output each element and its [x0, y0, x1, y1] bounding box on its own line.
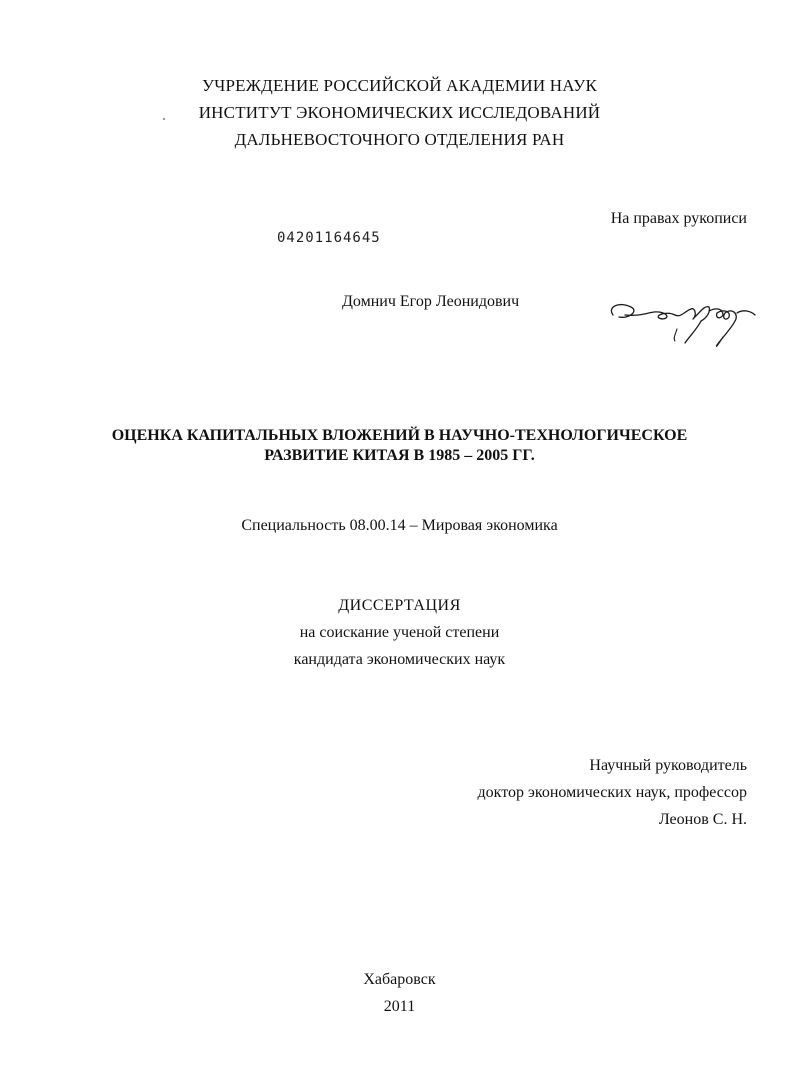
rights-note: На правах рукописи — [610, 210, 747, 227]
thesis-title-line-1: ОЦЕНКА КАПИТАЛЬНЫХ ВЛОЖЕНИЙ В НАУЧНО-ТЕХНОЛОГИЧЕСКОЕ — [111, 427, 688, 444]
author-name: Домнич Егор Леонидович — [342, 293, 520, 310]
supervisor-degree: доктор экономических наук, профессор — [477, 784, 747, 801]
dissertation-heading: ДИССЕРТАЦИЯ — [338, 597, 461, 614]
registration-number: 04201164645 — [277, 230, 381, 246]
institution-line-3: ДАЛЬНЕВОСТОЧНОГО ОТДЕЛЕНИЯ РАН — [234, 130, 565, 149]
institution-line-1: УЧРЕЖДЕНИЕ РОССИЙСКОЙ АКАДЕМИИ НАУК — [202, 76, 597, 95]
supervisor-name: Леонов С. Н. — [658, 811, 747, 828]
specialty: Специальность 08.00.14 – Мировая экономика — [241, 517, 558, 534]
dissertation-purpose: на соискание ученой степени — [299, 624, 500, 641]
year: 2011 — [383, 998, 416, 1015]
institution-line-2: ИНСТИТУТ ЭКОНОМИЧЕСКИХ ИССЛЕДОВАНИЙ — [198, 103, 601, 122]
signature-icon — [605, 285, 765, 355]
dissertation-degree: кандидата экономических наук — [293, 651, 506, 668]
thesis-title-line-2: РАЗВИТИЕ КИТАЯ В 1985 – 2005 ГГ. — [264, 447, 535, 464]
supervisor-label: Научный руководитель — [589, 757, 747, 774]
scan-speck — [163, 118, 165, 120]
city: Хабаровск — [363, 971, 436, 988]
